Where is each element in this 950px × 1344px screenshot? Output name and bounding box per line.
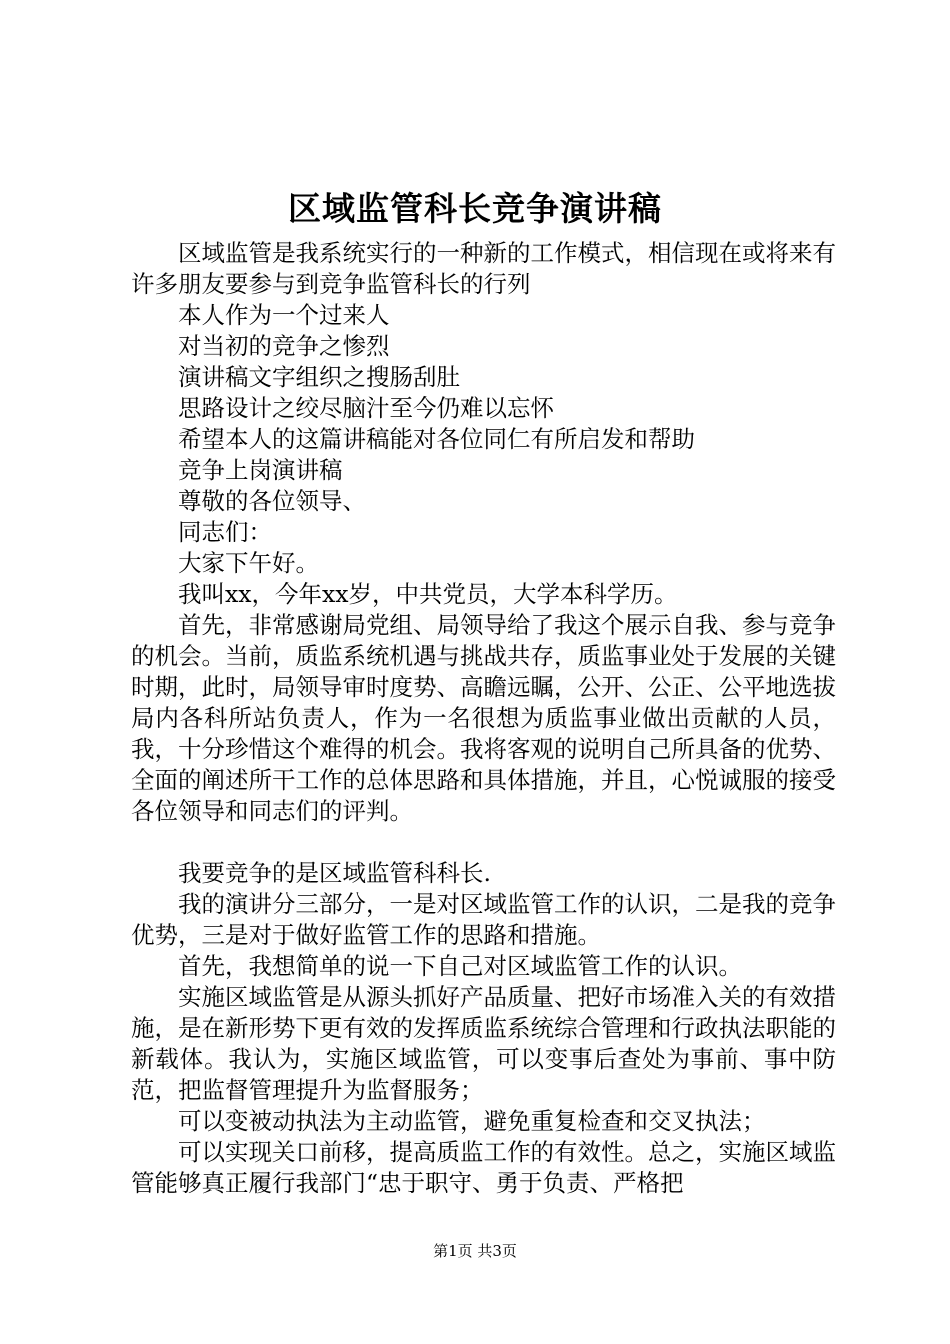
greeting: 大家下午好。 [178,549,319,577]
paragraph-intro: 区域监管是我系统实行的一种新的工作模式，相信现在或将来有许多朋友要参与到竞争监管科长的行列 [131,239,836,298]
paragraph: 我的演讲分三部分，一是对区域监管工作的认识，二是我的竞争优势，三是对于做好监管工作的思路和措施。 [131,890,836,949]
paragraph: 可以实现关口前移，提高质监工作的有效性。总之，实施区域监管能够真正履行我部门“忠于职守、勇于负责、严格把 [131,1138,836,1197]
speech-heading: 竞争上岗演讲稿 [178,456,343,484]
salutation: 同志们： [178,518,272,546]
paragraph-spacer [131,827,836,858]
paragraph: 实施区域监管是从源头抓好产品质量、把好市场准入关的有效措施，是在新形势下更有效的发挥质监系统综合管理和行政执法职能的新载体。我认为，实施区域监管，可以变事后查处为事前、事中防范，把监督管理提升为监督服务； [131,983,836,1104]
document-title: 区域监管科长竞争演讲稿 [288,189,662,228]
salutation: 尊敬的各位领导、 [178,487,366,515]
paragraph: 希望本人的这篇讲稿能对各位同仁有所启发和帮助 [178,425,695,453]
paragraph: 首先，我想简单的说一下自己对区域监管工作的认识。 [178,952,742,980]
self-introduction: 我叫xx，今年xx岁，中共党员，大学本科学历。 [178,580,678,608]
paragraph: 思路设计之绞尽脑汁至今仍难以忘怀 [178,394,554,422]
paragraph: 首先，非常感谢局党组、局领导给了我这个展示自我、参与竞争的机会。当前，质监系统机遇与挑战共存，质监事业处于发展的关键时期，此时，局领导审时度势、高瞻远瞩，公开、公正、公平地选拔局内各科所站负责人，作为一名很想为质监事业做出贡献的人员，我，十分珍惜这个难得的机会。我将客观的说明自己所具备的优势、全面的阐述所干工作的总体思路和具体措施，并且，心悦诚服的接受各位领导和同志们的评判。 [131,611,836,825]
page-footer: 第1页 共3页 [433,1242,517,1260]
paragraph: 对当初的竞争之惨烈 [178,332,390,360]
paragraph: 我要竞争的是区域监管科科长. [178,859,491,887]
paragraph: 演讲稿文字组织之搜肠刮肚 [178,363,460,391]
paragraph: 本人作为一个过来人 [178,301,390,329]
paragraph: 可以变被动执法为主动监管，避免重复检查和交叉执法； [178,1107,766,1135]
document-body [131,238,836,1199]
